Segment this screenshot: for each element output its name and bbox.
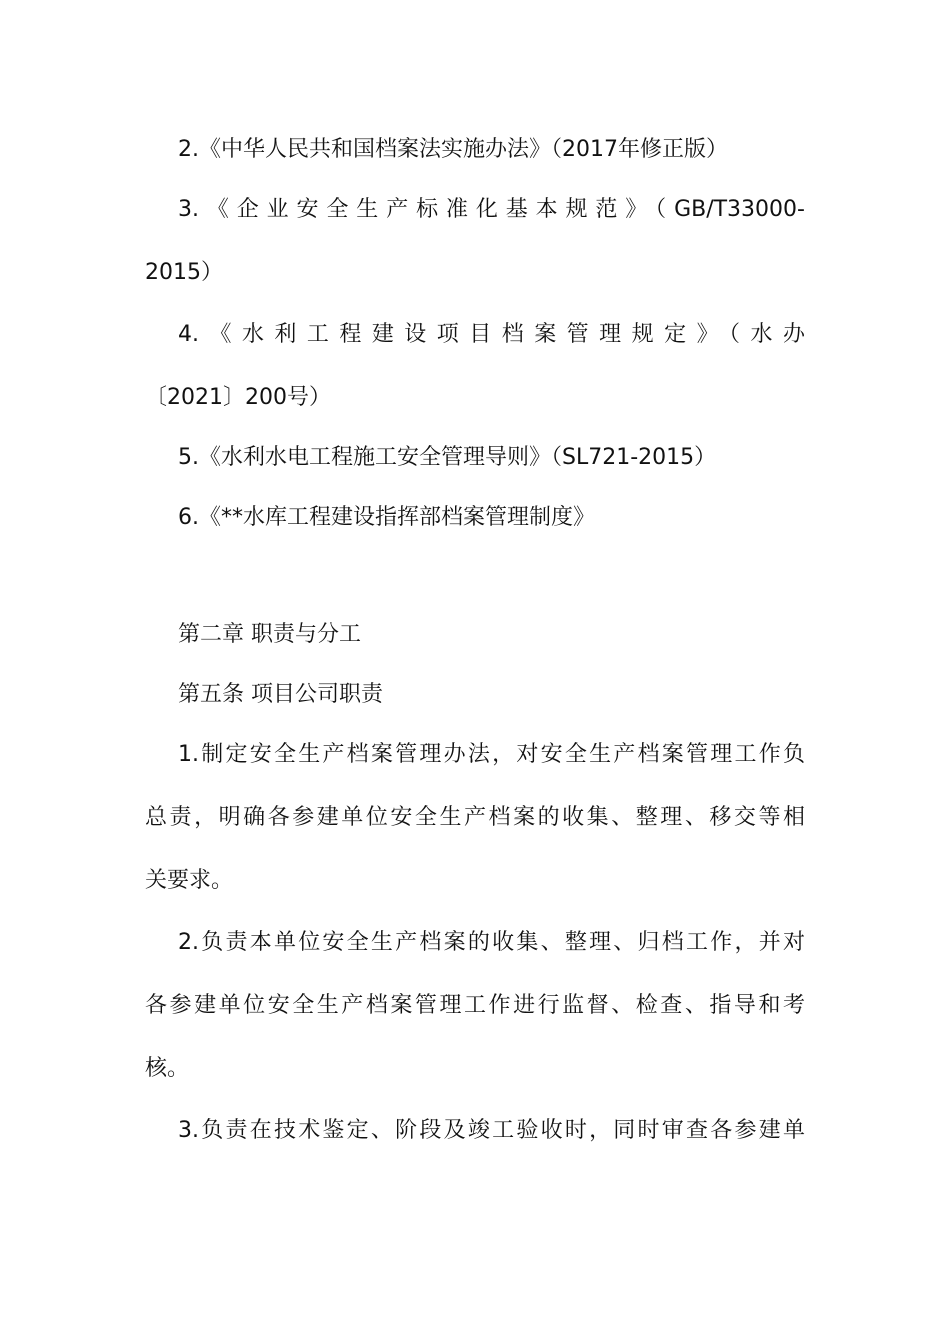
reference-3-line-1: 3.《企业安全生产标准化基本规范》（GB/T33000- — [178, 197, 805, 222]
chapter-heading: 第二章 职责与分工 — [178, 622, 361, 647]
item-3-line-1: 3.负责在技术鉴定、阶段及竣工验收时，同时审查各参建单 — [178, 1118, 805, 1143]
reference-2: 2.《中华人民共和国档案法实施办法》（2017年修正版） — [178, 137, 728, 162]
reference-5: 5.《水利水电工程施工安全管理导则》（SL721-2015） — [178, 445, 717, 470]
reference-6: 6.《**水库工程建设指挥部档案管理制度》 — [178, 505, 595, 530]
article-heading: 第五条 项目公司职责 — [178, 682, 383, 707]
item-1-line-2: 总责，明确各参建单位安全生产档案的收集、整理、移交等相 — [145, 805, 805, 830]
item-2-line-2: 各参建单位安全生产档案管理工作进行监督、检查、指导和考 — [145, 993, 805, 1018]
item-1-line-3: 关要求。 — [145, 868, 234, 893]
item-2-line-3: 核。 — [145, 1056, 190, 1081]
reference-3-line-2: 2015） — [145, 260, 223, 285]
item-1-line-1: 1.制定安全生产档案管理办法，对安全生产档案管理工作负 — [178, 742, 805, 767]
reference-4-line-1: 4.《水利工程建设项目档案管理规定》（水办 — [178, 322, 805, 347]
item-2-line-1: 2.负责本单位安全生产档案的收集、整理、归档工作，并对 — [178, 930, 805, 955]
reference-4-line-2: 〔2021〕200号） — [145, 385, 331, 410]
